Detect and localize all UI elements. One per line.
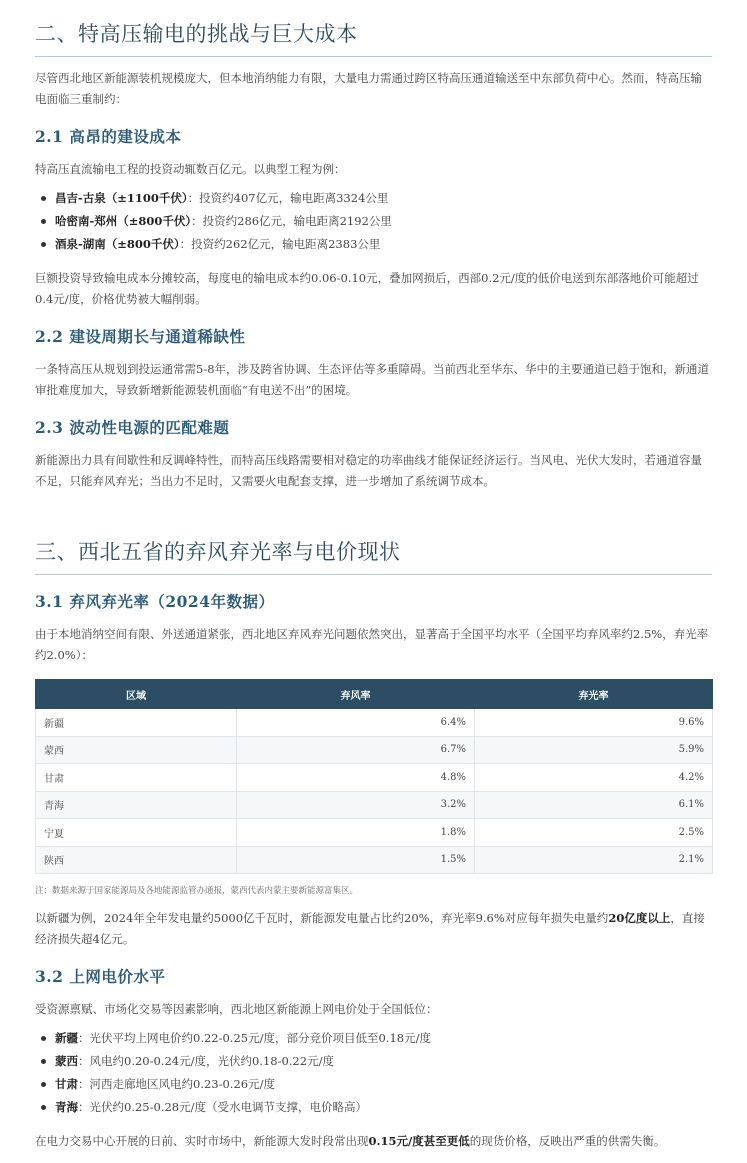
solar-curtailment-cell: 6.1% <box>475 791 713 819</box>
region-cell: 陕西 <box>36 846 237 874</box>
region-cell: 宁夏 <box>36 819 237 847</box>
wind-curtailment-cell: 6.4% <box>237 709 475 737</box>
wind-curtailment-cell: 6.7% <box>237 736 475 764</box>
project-name: 酒泉-湖南（±800千伏） <box>55 237 180 251</box>
project-detail: ：投资约286亿元，输电距离2192公里 <box>191 214 392 228</box>
region-name: 青海 <box>55 1100 78 1114</box>
table-row <box>36 846 713 874</box>
bullet-icon <box>41 1059 46 1064</box>
section-2-heading: 二、特高压输电的挑战与巨大成本 <box>35 0 712 57</box>
wind-curtailment-cell: 1.5% <box>237 846 475 874</box>
list-item <box>35 210 712 233</box>
subsection-2-2-heading: 2.2 建设周期长与通道稀缺性 <box>35 327 246 346</box>
subsection-2-1-intro: 特高压直流输电工程的投资动辄数百亿元。以典型工程为例： <box>35 162 346 176</box>
subsection-3-1-heading: 3.1 弃风弃光率（2024年数据） <box>35 592 275 611</box>
region-name: 甘肃 <box>55 1077 78 1091</box>
table-row <box>36 819 713 847</box>
table-footnote: 注：数据来源于国家能源局及各地能源监管办通报，蒙西代表内蒙主要新能源富集区。 <box>35 886 359 896</box>
project-name: 昌吉-古泉（±1100千伏） <box>55 191 188 205</box>
column-header-wind: 弃风率 <box>237 680 475 709</box>
subsection-3-2-intro: 受资源禀赋、市场化交易等因素影响，西北地区新能源上网电价处于全国低位： <box>35 1002 438 1016</box>
price-detail: ：河西走廊地区风电约0.23-0.26元/度 <box>78 1077 275 1091</box>
project-list <box>35 187 712 256</box>
wind-curtailment-cell: 1.8% <box>237 819 475 847</box>
paragraph-text: 以新疆为例，2024年全年发电量约5000亿千瓦时，新能源发电量占比约20%，弃光率9.6%对应每年损失电量约 <box>35 911 609 925</box>
subsection-3-1-intro: 由于本地消纳空间有限、外送通道紧张，西北地区弃风弃光问题依然突出，显著高于全国平均水平（全国平均弃风率约2.5%，弃光率约2.0%）： <box>35 627 709 662</box>
list-item <box>35 233 712 256</box>
region-cell: 青海 <box>36 791 237 819</box>
solar-curtailment-cell: 2.5% <box>475 819 713 847</box>
section-2-intro: 尽管西北地区新能源装机规模庞大，但本地消纳能力有限，大量电力需通过跨区特高压通道输送至中东部负荷中心。然而，特高压输电面临三重制约： <box>35 71 702 106</box>
solar-curtailment-cell: 9.6% <box>475 709 713 737</box>
emphasis-text: 0.15元/度甚至更低 <box>368 1134 470 1148</box>
bullet-icon <box>41 1105 46 1110</box>
region-name: 蒙西 <box>55 1054 78 1068</box>
subsection-3-2-heading: 3.2 上网电价水平 <box>35 967 166 986</box>
subsection-2-2-paragraph: 一条特高压从规划到投运通常需5-8年，涉及跨省协调、生态评估等多重障碍。当前西北至华东、华中的主要通道已趋于饱和，新通道审批难度加大，导致新增新能源装机面临“有电送不出”的困境。 <box>35 362 710 397</box>
table-header-row <box>36 680 713 709</box>
project-detail: ：投资约407亿元，输电距离3324公里 <box>187 191 389 205</box>
price-list <box>35 1027 712 1119</box>
wind-curtailment-cell: 4.8% <box>237 764 475 792</box>
price-detail: ：光伏平均上网电价约0.22-0.25元/度，部分竞价项目低至0.18元/度 <box>78 1031 431 1045</box>
column-header-region: 区域 <box>36 680 237 709</box>
subsection-2-1-paragraph: 巨额投资导致输电成本分摊较高，每度电的输电成本约0.06-0.10元，叠加网损后，西部0.2元/度的低价电送到东部落地价可能超过0.4元/度，价格优势被大幅削弱。 <box>35 271 699 306</box>
region-cell: 甘肃 <box>36 764 237 792</box>
bullet-icon <box>41 219 46 224</box>
subsection-2-3-heading: 2.3 波动性电源的匹配难题 <box>35 418 230 437</box>
list-item <box>35 1050 712 1073</box>
project-detail: ：投资约262亿元，输电距离2383公里 <box>179 237 381 251</box>
list-item <box>35 187 712 210</box>
table-row <box>36 764 713 792</box>
bullet-icon <box>41 1036 46 1041</box>
list-item <box>35 1073 712 1096</box>
region-cell: 蒙西 <box>36 736 237 764</box>
section-3-heading: 三、西北五省的弃风弃光率与电价现状 <box>35 518 712 575</box>
curtailment-table <box>35 679 713 874</box>
region-name: 新疆 <box>55 1031 78 1045</box>
project-name: 哈密南-郑州（±800千伏） <box>55 214 192 228</box>
emphasis-text: 20亿度以上 <box>608 911 671 925</box>
solar-curtailment-cell: 4.2% <box>475 764 713 792</box>
paragraph-text: ，直接经济损失超4亿元。 <box>35 911 705 946</box>
list-item <box>35 1027 712 1050</box>
list-item <box>35 1096 712 1119</box>
bullet-icon <box>41 196 46 201</box>
bullet-icon <box>41 242 46 247</box>
subsection-3-1-paragraph <box>35 908 712 950</box>
table-row <box>36 736 713 764</box>
subsection-3-2-paragraph <box>35 1131 712 1152</box>
region-cell: 新疆 <box>36 709 237 737</box>
table-row <box>36 709 713 737</box>
solar-curtailment-cell: 5.9% <box>475 736 713 764</box>
paragraph-text: 在电力交易中心开展的日前、实时市场中，新能源大发时段常出现 <box>35 1134 369 1148</box>
column-header-solar: 弃光率 <box>475 680 713 709</box>
solar-curtailment-cell: 2.1% <box>475 846 713 874</box>
price-detail: ：光伏约0.25-0.28元/度（受水电调节支撑，电价略高） <box>78 1100 367 1114</box>
paragraph-text: 的现货价格，反映出严重的供需失衡。 <box>469 1134 666 1148</box>
price-detail: ：风电约0.20-0.24元/度，光伏约0.18-0.22元/度 <box>78 1054 334 1068</box>
table-row <box>36 791 713 819</box>
subsection-2-3-paragraph: 新能源出力具有间歇性和反调峰特性，而特高压线路需要相对稳定的功率曲线才能保证经济运行。当风电、光伏大发时，若通道容量不足，只能弃风弃光；当出力不足时，又需要火电配套支撑，进一步增加了系统调节成本。 <box>35 453 702 488</box>
wind-curtailment-cell: 3.2% <box>237 791 475 819</box>
subsection-2-1-heading: 2.1 高昂的建设成本 <box>35 127 182 146</box>
bullet-icon <box>41 1082 46 1087</box>
